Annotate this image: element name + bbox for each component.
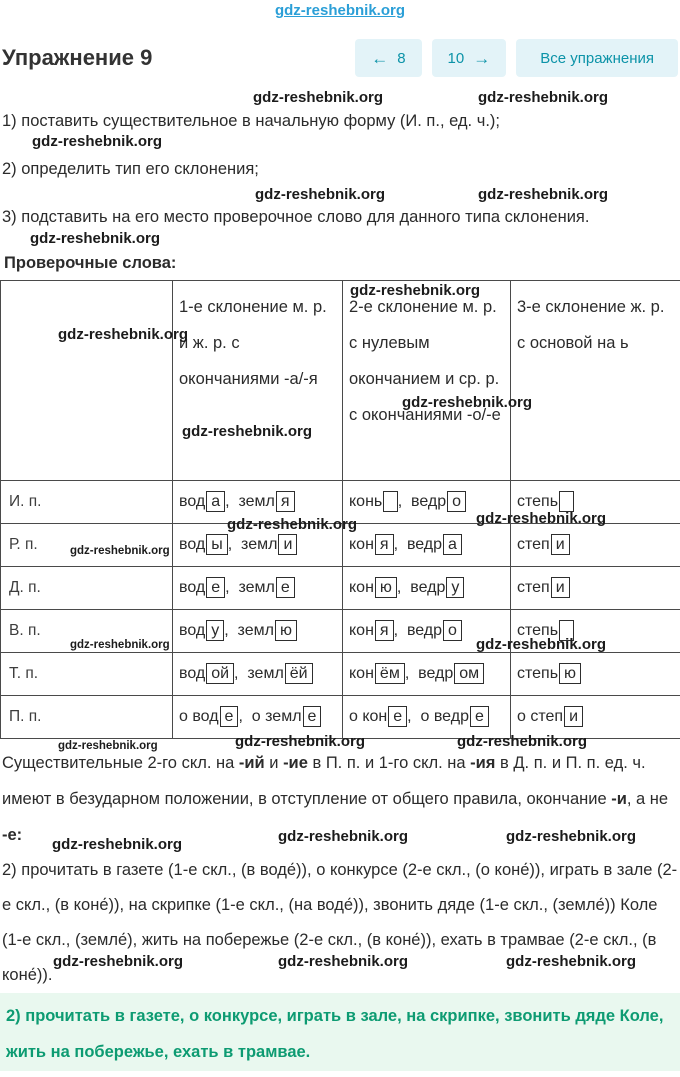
- ending-box: я: [375, 620, 394, 641]
- column-header-2nd-declension: 2-е склонение м. р. с нулевым окончанием и ср. р. с окончаниями -о/-е: [343, 281, 511, 481]
- watermark: gdz-reshebnik.org: [52, 836, 183, 853]
- declension-cell: [173, 567, 343, 610]
- declension-cell: [511, 481, 680, 524]
- ending-box: ю: [275, 620, 297, 641]
- word-stem: о земл: [251, 708, 302, 725]
- ending-box: у: [446, 577, 464, 598]
- ending-box: ой: [206, 663, 234, 684]
- word-separator: ,: [238, 708, 252, 725]
- word-stem: о кон: [349, 708, 388, 725]
- case-label: Т. п.: [1, 653, 173, 696]
- watermark: gdz-reshebnik.org: [182, 423, 313, 440]
- declension-cell: [343, 524, 511, 567]
- declension-cell: [343, 610, 511, 653]
- declension-cell: [173, 610, 343, 653]
- watermark: gdz-reshebnik.org: [30, 230, 161, 247]
- ending-box: и: [278, 534, 297, 555]
- note-ending-emphasis: -е:: [2, 826, 23, 844]
- watermark: gdz-reshebnik.org: [255, 186, 386, 203]
- instruction-step-2: 2) определить тип его склонения;: [2, 160, 259, 178]
- declension-cell: [343, 653, 511, 696]
- watermark: gdz-reshebnik.org: [476, 510, 607, 527]
- declension-cell: [173, 524, 343, 567]
- word-stem: о ведр: [420, 708, 469, 725]
- watermark: gdz-reshebnik.org: [58, 326, 189, 343]
- ending-box: ёй: [285, 663, 313, 684]
- watermark: gdz-reshebnik.org: [278, 953, 409, 970]
- ending-box: а: [443, 534, 462, 555]
- watermark: gdz-reshebnik.org: [32, 133, 163, 150]
- watermark: gdz-reshebnik.org: [402, 394, 533, 411]
- word-stem: кон: [349, 536, 374, 553]
- declension-cell: [511, 524, 680, 567]
- word-separator: ,: [393, 622, 407, 639]
- declension-cell: [173, 696, 343, 739]
- ending-box: о: [447, 491, 466, 512]
- answer-text: 2) прочитать в газете, о конкурсе, играть в зале, на скрипке, звонить дяде Коле, жить на побережье, ехать в трамвае.: [6, 1007, 664, 1061]
- table-heading: Проверочные слова:: [4, 254, 177, 272]
- all-exercises-label: Все упражнения: [540, 49, 654, 67]
- table-row: [1, 653, 680, 696]
- declension-cell: [343, 696, 511, 739]
- arrow-left-icon: ←: [371, 48, 389, 68]
- ending-box: и: [551, 534, 570, 555]
- ending-box: е: [206, 577, 225, 598]
- table-row: [1, 481, 680, 524]
- table-row: [1, 567, 680, 610]
- ending-box: и: [564, 706, 583, 727]
- ending-box: ю: [559, 663, 581, 684]
- prev-exercise-button[interactable]: [355, 39, 421, 77]
- ending-box: я: [375, 534, 394, 555]
- word-stem: конь: [349, 493, 383, 510]
- declension-cell: [511, 696, 680, 739]
- watermark: gdz-reshebnik.org: [70, 639, 170, 651]
- word-stem: земл: [238, 493, 275, 510]
- word-stem: кон: [349, 579, 374, 596]
- zero-ending-box: [559, 491, 573, 512]
- watermark: gdz-reshebnik.org: [457, 733, 588, 750]
- note-text: в П. п. и 1-го скл. на: [307, 754, 471, 772]
- ending-box: е: [276, 577, 295, 598]
- all-exercises-button[interactable]: [516, 39, 678, 77]
- word-stem: земл: [241, 536, 278, 553]
- instructions-list: [0, 110, 680, 228]
- ending-box: и: [551, 577, 570, 598]
- word-stem: ведр: [418, 665, 454, 682]
- word-separator: ,: [396, 579, 411, 596]
- declension-cell: [173, 653, 343, 696]
- note-text: Существительные 2-го скл. на: [2, 754, 239, 772]
- declension-cell: [173, 481, 343, 524]
- watermark: gdz-reshebnik.org: [58, 740, 158, 752]
- word-stem: кон: [349, 622, 374, 639]
- watermark: gdz-reshebnik.org: [350, 282, 481, 299]
- ending-box: ю: [375, 577, 397, 598]
- watermark: gdz-reshebnik.org: [506, 828, 637, 845]
- word-stem: земл: [237, 622, 274, 639]
- ending-box: а: [206, 491, 225, 512]
- word-separator: ,: [397, 493, 412, 510]
- zero-ending-box: [559, 620, 573, 641]
- declension-cell: [511, 610, 680, 653]
- ending-box: о: [443, 620, 462, 641]
- watermark: gdz-reshebnik.org: [53, 953, 184, 970]
- declension-cell: [511, 653, 680, 696]
- watermark: gdz-reshebnik.org: [70, 545, 170, 557]
- note-ending-emphasis: -ий: [238, 754, 265, 772]
- declension-table: [0, 280, 680, 739]
- note-text: , а не: [626, 790, 669, 808]
- watermark: gdz-reshebnik.org: [476, 636, 607, 653]
- word-separator: ,: [227, 536, 242, 553]
- table-row: [1, 610, 680, 653]
- word-stem: вод: [179, 665, 206, 682]
- word-separator: ,: [224, 622, 238, 639]
- watermark: gdz-reshebnik.org: [235, 733, 366, 750]
- ending-box: е: [220, 706, 239, 727]
- word-stem: степ: [517, 579, 550, 596]
- column-header-3rd-declension: 3-е склонение ж. р. с основой на ь: [511, 281, 680, 481]
- word-separator: ,: [393, 536, 407, 553]
- exercise-nav: [355, 39, 678, 77]
- site-link[interactable]: gdz-reshebnik.org: [274, 2, 405, 19]
- declension-cell: [343, 481, 511, 524]
- exercise-header: [0, 38, 680, 78]
- case-label: В. п.: [1, 610, 173, 653]
- declension-cell: [343, 567, 511, 610]
- case-label: И. п.: [1, 481, 173, 524]
- word-stem: ведр: [410, 579, 446, 596]
- word-stem: ведр: [411, 493, 447, 510]
- answer-box: [0, 993, 680, 1071]
- word-separator: ,: [234, 665, 248, 682]
- word-stem: степь: [517, 493, 559, 510]
- word-stem: земл: [238, 579, 275, 596]
- ending-box: ём: [375, 663, 405, 684]
- word-stem: вод: [179, 493, 206, 510]
- word-separator: ,: [407, 708, 421, 725]
- word-stem: вод: [179, 536, 206, 553]
- ending-box: е: [470, 706, 489, 727]
- word-stem: кон: [349, 665, 374, 682]
- next-exercise-label: 10: [447, 49, 465, 67]
- case-label: Д. п.: [1, 567, 173, 610]
- next-exercise-button[interactable]: [432, 39, 507, 77]
- table-row: [1, 696, 680, 739]
- word-separator: ,: [225, 579, 239, 596]
- declension-cell: [511, 567, 680, 610]
- declension-table-body: [1, 481, 680, 739]
- arrow-right-icon: →: [473, 48, 491, 68]
- watermark: gdz-reshebnik.org: [278, 828, 409, 845]
- word-stem: о вод: [179, 708, 219, 725]
- word-stem: вод: [179, 579, 206, 596]
- note-ending-emphasis: -ия: [470, 754, 496, 772]
- ending-box: е: [388, 706, 407, 727]
- ending-box: у: [206, 620, 224, 641]
- instruction-step-1: 1) поставить существительное в начальную форму (И. п., ед. ч.);: [2, 112, 500, 130]
- word-stem: степь: [517, 665, 559, 682]
- note-paragraph: [0, 745, 680, 853]
- case-label: Р. п.: [1, 524, 173, 567]
- note-ending-emphasis: -и: [611, 790, 627, 808]
- watermark: gdz-reshebnik.org: [227, 516, 358, 533]
- ending-box: ы: [206, 534, 228, 555]
- instruction-step-3: 3) подставить на его место проверочное слово для данного типа склонения.: [2, 208, 590, 226]
- word-separator: ,: [404, 665, 419, 682]
- table-row: [1, 524, 680, 567]
- word-separator: ,: [225, 493, 239, 510]
- answer-draft: 2) прочитать в газете (1-е скл., (в воде́)), о конкурсе (2-е скл., (о коне́)), играть в зале (2-е скл., (в коне́)), на скрипке (1-е скл., (на воде́)), звонить дяде (1-е скл., (земле́)) Коле (1-е скл., (земле́), жить на побережье (2-е скл., (в коне́)), ехать в трамвае (2-е скл., (в коне́)).: [2, 861, 678, 984]
- zero-ending-box: [383, 491, 397, 512]
- note-text: и: [264, 754, 284, 772]
- note-text: в Д. п. и П. п. ед. ч. имеют в безударном положении, в отступление от общего правила, окончание: [2, 754, 646, 808]
- word-stem: земл: [247, 665, 284, 682]
- ending-box: е: [303, 706, 322, 727]
- top-link-row: [0, 0, 680, 26]
- column-header-case: [1, 281, 173, 481]
- watermark: gdz-reshebnik.org: [478, 89, 609, 106]
- watermark: gdz-reshebnik.org: [506, 953, 637, 970]
- word-stem: ведр: [406, 536, 443, 553]
- word-stem: ведр: [406, 622, 443, 639]
- watermark: gdz-reshebnik.org: [253, 89, 384, 106]
- case-label: П. п.: [1, 696, 173, 739]
- ending-box: ом: [454, 663, 484, 684]
- word-stem: степь: [517, 622, 559, 639]
- prev-exercise-label: 8: [397, 49, 406, 67]
- word-stem: о степ: [517, 708, 564, 725]
- table-header-row: [1, 281, 680, 481]
- watermark: gdz-reshebnik.org: [478, 186, 609, 203]
- ending-box: я: [276, 491, 295, 512]
- column-header-1st-declension: 1-е склонение м. р. и ж. р. с окончаниями -а/-я: [173, 281, 343, 481]
- word-stem: степ: [517, 536, 550, 553]
- word-stem: вод: [179, 622, 206, 639]
- page-title: Упражнение 9: [2, 45, 153, 70]
- note-ending-emphasis: -ие: [283, 754, 308, 772]
